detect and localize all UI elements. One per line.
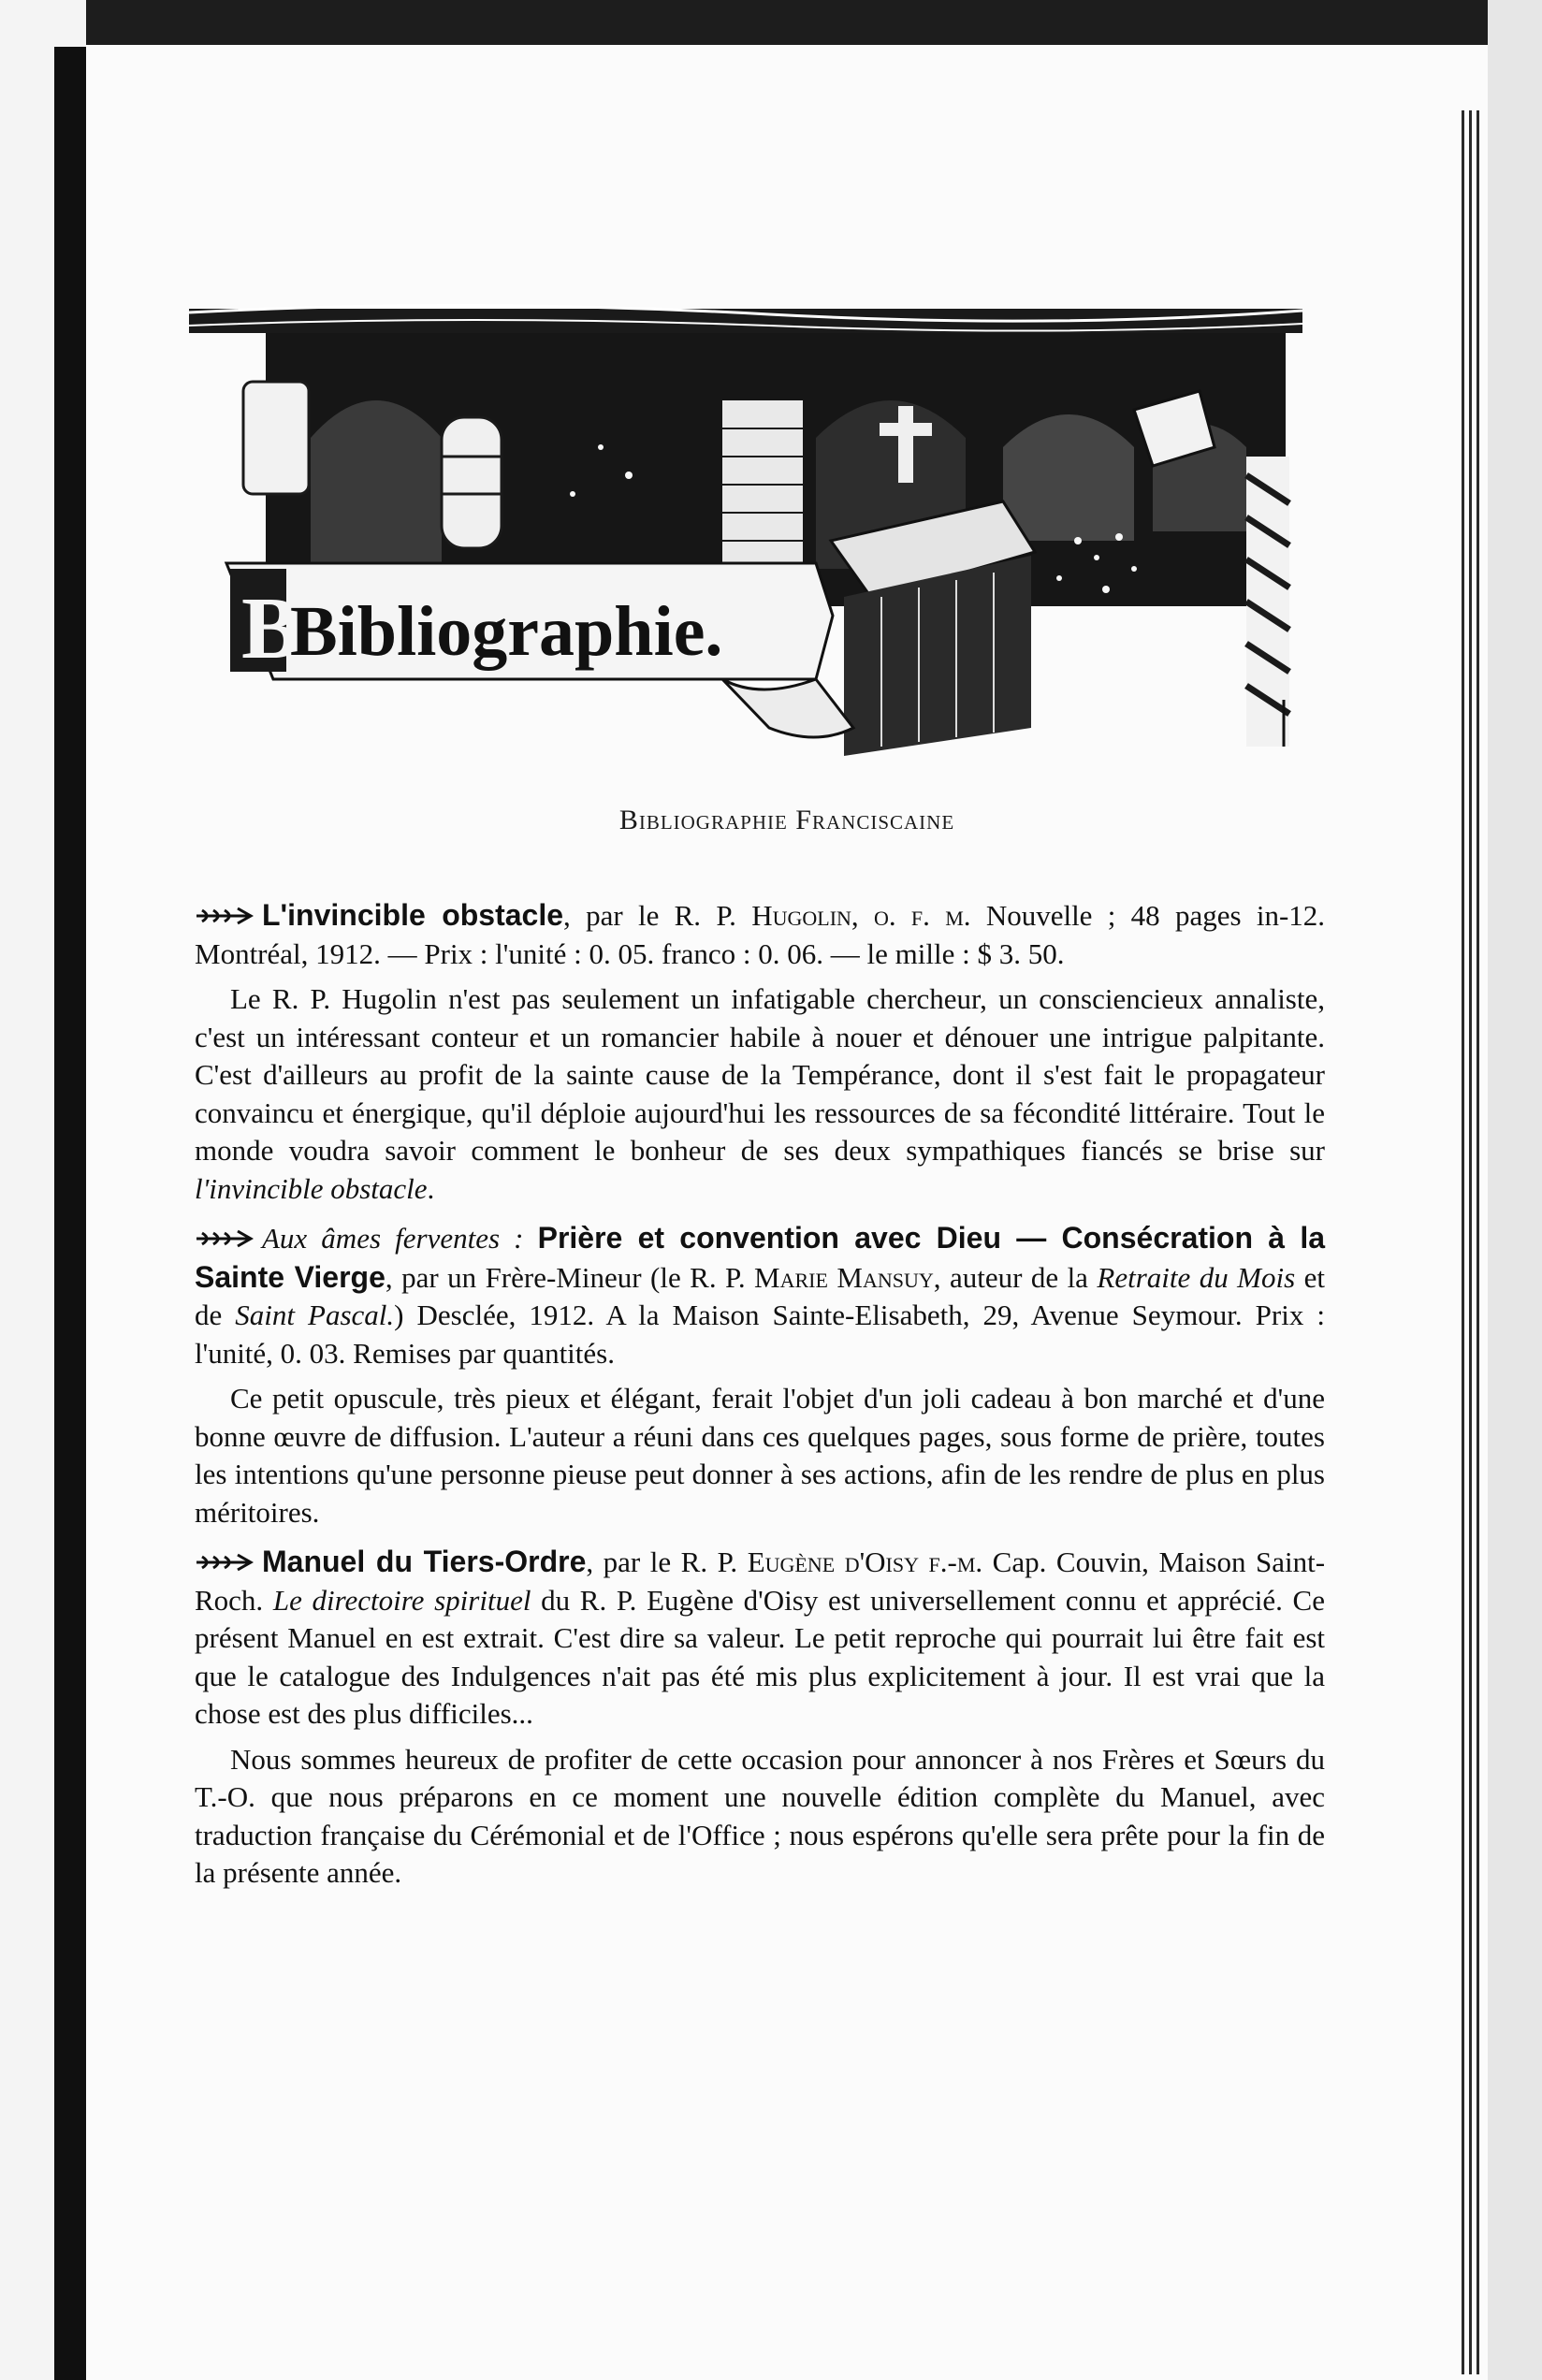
banner-word: Bibliographie.	[290, 592, 723, 671]
entry-prefix: Aux âmes ferventes :	[262, 1222, 538, 1255]
entry-ref: , par un Frère-Mineur (le R. P.	[385, 1260, 755, 1294]
entry-details: ) Desclée, 1912. A la Maison Sainte-Elisabeth, 29, Avenue Seymour. Prix : l'unité, 0. 03. Remises par quantités.	[195, 1299, 1325, 1370]
entry-work: Le directoire spirituel	[272, 1583, 531, 1617]
entry-details: Nouvelle ; 48 pages in-12. Montréal, 1912. — Prix : l'unité : 0. 05. franco : 0. 06. — le mille : $ 3. 50.	[195, 899, 1326, 970]
entry-heading	[195, 1219, 1325, 1372]
entry-ref: , par le R. P.	[586, 1546, 748, 1578]
scan-right-margin	[1488, 0, 1542, 2380]
entry-author: Eugène d'Oisy f.-m.	[747, 1546, 983, 1578]
entry-author: Hugolin, o. f. m.	[751, 899, 971, 932]
entry-details: Cap. Couvin, Maison Saint-Roch.	[195, 1546, 1326, 1617]
entry-author: Marie Mansuy	[754, 1260, 934, 1294]
entry-title: L'invincible obstacle	[262, 898, 564, 932]
entry-review: Nous sommes heureux de profiter de cette occasion pour annoncer à nos Frères et Sœurs du T.-O. que nous préparons en ce moment une nouvelle édition complète du Manuel, avec traduction française du Cérémonial et de l'Office ; nous espérons qu'elle sera prête pour la fin de la présente année.	[195, 1742, 1325, 1889]
bibliography-entry	[195, 1219, 1325, 1531]
svg-text:B: B	[241, 580, 300, 677]
entry-ref: , auteur de la	[933, 1260, 1098, 1294]
entry-work: Retraite du Mois	[1097, 1260, 1296, 1294]
entry-review	[195, 980, 1325, 1208]
page-edge-line	[1462, 110, 1464, 2374]
entry-heading	[195, 896, 1325, 973]
bibliographie-header-illustration	[161, 260, 1377, 784]
bibliography-entry	[195, 1543, 1325, 1893]
entry-details: du R. P. Eugène d'Oisy est universellement connu et apprécié. Ce présent Manuel en est extrait. C'est dire sa valeur. Le petit reproche qui pourrait lui être fait est que le catalogue des Indulgences n'ait pas été mis plus explicitement à jour. Il est vrai que la chose est des plus difficiles...	[195, 1583, 1325, 1730]
entry-ref: , par le R. P.	[563, 899, 752, 932]
entry-review: Ce petit opuscule, très pieux et élégant, ferait l'objet d'un joli cadeau à bon marché et d'une bonne œuvre de diffusion. L'auteur a réuni dans ces quelques pages, sous forme de prière, toutes les intentions qu'une personne pieuse peut donner à ses actions, afin de les rendre de plus en plus méritoires.	[195, 1382, 1325, 1529]
entry-work: Saint Pascal.	[235, 1299, 395, 1331]
page-edge-line	[1469, 110, 1472, 2374]
review-end: .	[427, 1171, 435, 1205]
entry-ref: et de	[195, 1260, 1325, 1331]
review-text: Le R. P. Hugolin n'est pas seulement un infatigable chercheur, un consciencieux annaliste, c'est un intéressant conteur et un romancier habile à nouer et dénouer une intrigue palpitante. C'est d'ailleurs au profit de la sainte cause de la Tempérance, dont il s'est fait le propagateur convaincu et énergique, qu'il déploie aujourd'hui les ressources de sa fécondité littéraire. Tout le monde voudra savoir comment le bonheur de ses deux sympathiques fiancés se brise sur	[195, 982, 1325, 1167]
text-column	[195, 896, 1325, 1904]
bibliography-entry	[195, 896, 1325, 1208]
entry-title: Manuel du Tiers-Ordre	[262, 1545, 587, 1578]
book-spine	[54, 47, 86, 2380]
page-edge-line	[1477, 110, 1479, 2374]
book-page	[86, 45, 1488, 2380]
entry-heading	[195, 1543, 1325, 1734]
section-title: Bibliographie Franciscaine	[618, 805, 955, 835]
fleuron-icon	[195, 1227, 260, 1250]
fleuron-icon	[195, 905, 260, 927]
entry-title: Prière et convention avec Dieu — Consécration à la Sainte Vierge	[195, 1221, 1326, 1294]
fleuron-icon	[195, 1551, 260, 1574]
review-italic: l'invincible obstacle	[195, 1171, 428, 1205]
